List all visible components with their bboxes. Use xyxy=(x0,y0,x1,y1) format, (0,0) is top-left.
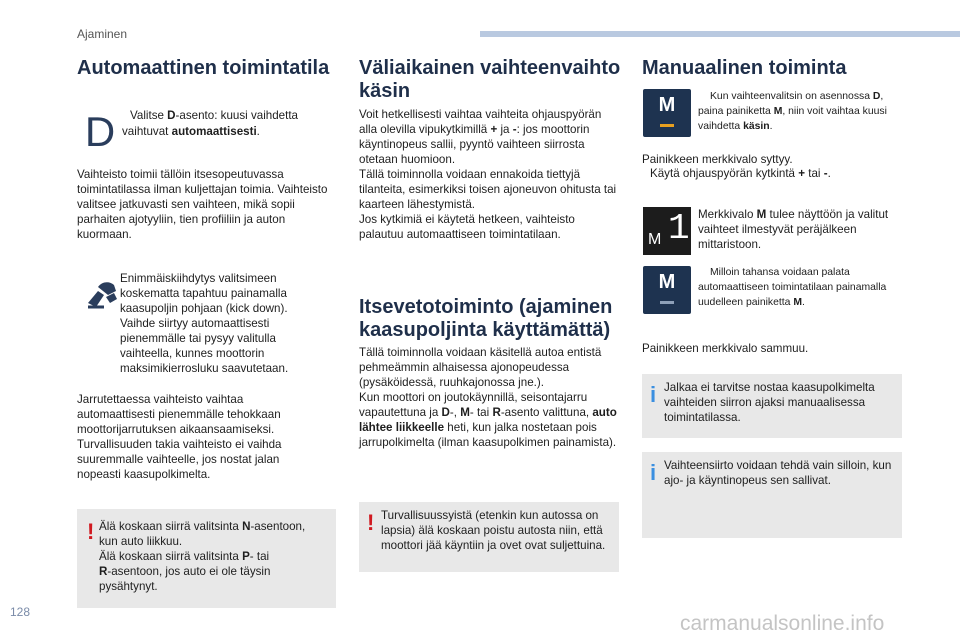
title-automatic-mode: Automaattinen toimintatila xyxy=(77,57,330,79)
m-button-icon: M xyxy=(643,89,691,137)
warning-icon: ! xyxy=(87,519,95,544)
warning-text: Älä koskaan siirrä valitsinta N-asentoon, kun auto liikkuu. Älä koskaan siirrä valitsinta P- tai R-asentoon, jos auto ei ole täysin pysähtynyt. xyxy=(99,520,306,593)
title-creep-function: Itsevetotoiminto (ajaminen kaasupoljinta käyttämättä) xyxy=(359,296,613,341)
paragraph-engine-braking: Jarrutettaessa vaihteisto vaihtaa automaattisesti pienemmälle tehokkaan moottorijarrutuksen aikaansaamiseksi. Turvallisuuden takia vaihteisto ei vaihda suuremmalle vaihteelle, jos nostat jalan nopeasti kaasupolkimelta. xyxy=(77,393,282,481)
step-return-auto: Milloin tahansa voidaan palata automaattiseen toimintatilaan painamalla uudelleen painiketta M. xyxy=(698,267,887,308)
m-button-icon: M xyxy=(643,266,691,314)
info-text: Jalkaa ei tarvitse nostaa kaasupolkimelta vaihteiden siirron ajaksi manuaalisessa toimintatilassa. xyxy=(664,381,875,424)
header-accent-bar xyxy=(480,31,960,37)
gear-d-icon: D xyxy=(84,108,116,155)
title-temporary-manual: Väliaikainen vaihteenvaihto käsin xyxy=(359,57,621,102)
warning-box-neutral xyxy=(77,509,336,608)
info-text: Vaihteensiirto voidaan tehdä vain silloin, kun ajo- ja käyntinopeus sen sallivat. xyxy=(664,459,892,487)
foot-pedal-icon xyxy=(84,277,120,311)
paragraph-display-m: Merkkivalo M tulee näyttöön ja valitut vaihteet ilmestyvät peräjälkeen mittaristoon. xyxy=(698,208,889,251)
warning-icon: ! xyxy=(367,510,375,535)
step-press-m: Kun vaihteenvalitsin on asennossa D, paina painiketta M, niin voit vaihtaa kuusi vaihdetta käsin. xyxy=(698,91,887,132)
warning-text: Turvallisuussyistä (etenkin kun autossa on lapsia) älä koskaan poistu autosta niin, että moottori jää käyntiin ja ovet ovat suljettuina. xyxy=(381,509,606,552)
paragraph-led-off: Painikkeen merkkivalo sammuu. xyxy=(642,342,809,355)
info-box-accelerator xyxy=(642,374,902,438)
info-icon: i xyxy=(650,460,657,485)
warning-box-children xyxy=(359,502,619,572)
paragraph-kick-down: Enimmäiskiihdytys valitsimeen koskematta tapahtuu painamalla kaasupoljin pohjaan (kick down). Vaihde siirtyy automaattisesti pienemmälle tai pysyy valitulla vaihteella, kunnes moottorin maksimikierrosluku saavutetaan. xyxy=(120,272,289,375)
step-use-paddles: Käytä ohjauspyörän kytkintä + tai -. xyxy=(650,167,831,180)
paragraph-paddle-shift: Voit hetkellisesti vaihtaa vaihteita ohjauspyörän alla olevilla vipukytkimillä + ja -: jos moottorin käyntinopeus sallii, pyyntö vaihteen siirrosta otetaan huomioon. Tällä toiminnolla voidaan ennakoida tiettyjä tilanteita, esimerkiksi toisen ajoneuvon ohitusta tai kaarteen lähestymistä. Jos kytkimiä ei käytetä hetkeen, vaihteisto palautuu automaattiseen toimintatilaan. xyxy=(359,108,617,241)
section-tab: Ajaminen xyxy=(77,27,128,41)
paragraph-led-on: Painikkeen merkkivalo syttyy. xyxy=(642,153,793,166)
paragraph-creep: Tällä toiminnolla voidaan käsitellä autoa entistä pehmeämmin alhaisessa ajonopeudessa (pysäköidessä, ruuhkajonossa jne.). Kun moottori on joutokäynnillä, seisontajarru vapautettuna ja D-, M- tai R-asento valittuna, auto lähtee liikkeelle heti, kun jalka nostetaan pois jarrupolkimelta (ilman kaasupolkimen painamista). xyxy=(359,346,617,449)
info-icon: i xyxy=(650,382,657,407)
title-manual-mode: Manuaalinen toiminta xyxy=(642,57,847,79)
instrument-display-icon: M 1 xyxy=(643,207,691,255)
m-button-led-off xyxy=(660,301,674,304)
info-box-shift-conditions xyxy=(642,452,902,538)
m-button-led-on xyxy=(660,124,674,127)
step-select-d: Valitse D-asento: kuusi vaihdetta vaihtuvat automaattisesti. xyxy=(122,109,299,138)
watermark: carmanualsonline.info xyxy=(680,612,885,635)
paragraph-self-adaptive: Vaihteisto toimii tällöin itsesopeutuvassa toimintatilassa ilman kuljettajan toimia. Vaihteisto valitsee jatkuvasti sen vaihteen, mikä sopii parhaiten ajotyyliin, tien profiiliin ja auton kuormaan. xyxy=(77,168,328,241)
page-number: 128 xyxy=(10,605,31,619)
